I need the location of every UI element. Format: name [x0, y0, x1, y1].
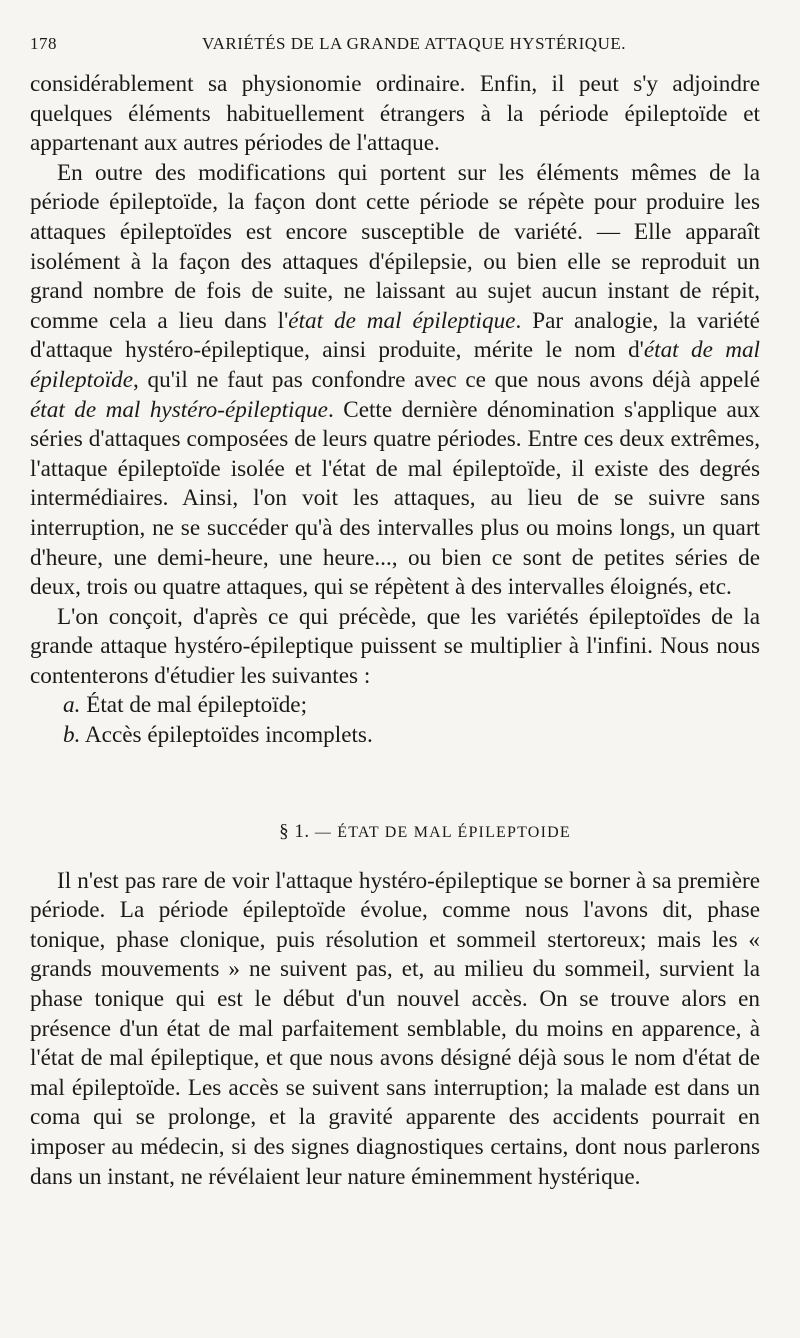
section-number: § 1.: [279, 820, 310, 842]
list-item-b: [30, 721, 760, 751]
list-item-a: [30, 691, 760, 721]
section-heading: [30, 821, 760, 843]
paragraph-2-text-2: . Par analogie, la variété d'attaque hystéro-épileptique, ainsi produite, mérite le nom d': [30, 307, 760, 364]
section-paragraph-1: Il n'est pas rare de voir l'attaque hystéro-épileptique se borner à sa première période. La période épileptoïde évolue, comme nous l'avons dit, phase tonique, phase clonique, puis résolution et sommeil stertoreux; mais les « grands mouvements » ne suivent pas, et, au milieu du sommeil, survient la phase tonique qui est le début d'un nouvel accès. On se trouve alors en présence d'un état de mal parfaitement semblable, du moins en apparence, à l'état de mal épileptique, et que nous avons désigné déjà sous le nom d'état de mal épileptoïde. Les accès se suivent sans interruption; la malade est dans un coma qui se prolonge, et la gravité apparente des accidents pourrait en imposer au médecin, si des signes diagnostiques certains, dont nous parlerons dans un instant, ne révélaient leur nature éminemment hystérique.: [30, 867, 760, 1190]
main-text: [30, 70, 760, 751]
term-etat-de-mal-hystero-epileptique: état de mal hystéro-épileptique: [30, 396, 328, 423]
section-body: [30, 867, 760, 1193]
list-text-a: État de mal épileptoïde;: [86, 692, 308, 719]
paragraph-2-text-3: , qu'il ne faut pas confondre avec ce que nous avons déjà appelé: [133, 366, 760, 393]
list-marker-a: a.: [63, 692, 81, 719]
running-head: [30, 34, 760, 60]
section-title: — ÉTAT DE MAL ÉPILEPTOIDE: [314, 823, 571, 841]
paragraph-2-text-4: . Cette dernière dénomination s'applique aux séries d'attaques composées de leurs quatre périodes. Entre ces deux extrêmes, l'attaque épileptoïde isolée et l'état de mal épileptoïde, il existe des degrés intermédiaires. Ainsi, l'on voit les attaques, au lieu de se suivre sans interruption, ne se succéder qu'à des intervalles plus ou moins longs, un quart d'heure, une demi-heure, une heure..., ou bien ce sont de petites séries de deux, trois ou quatre attaques, qui se répètent à des intervalles éloignés, etc.: [30, 396, 760, 601]
paragraph-2-text-1: En outre des modifications qui portent sur les éléments mêmes de la période épileptoïde, la façon dont cette période se répète pour produire les attaques épileptoïdes est encore susceptible de variété. — Elle apparaît isolément à la façon des attaques d'épilepsie, ou bien elle se reproduit un grand nombre de fois de suite, ne laissant au sujet aucun instant de répit, comme cela a lieu dans l': [30, 159, 760, 334]
term-etat-de-mal-epileptique: état de mal épileptique: [288, 307, 516, 334]
paragraph-2: [30, 159, 760, 603]
list-marker-b: b.: [63, 722, 81, 749]
term-etat-de-mal-epileptoide: état de mal épileptoïde: [30, 337, 760, 393]
list-text-b: Accès épileptoïdes incomplets.: [84, 722, 373, 749]
paragraph-1: considérablement sa physionomie ordinaire. Enfin, il peut s'y adjoindre quelques éléments habituellement étrangers à la période épileptoïde et appartenant aux autres périodes de l'attaque.: [30, 71, 760, 157]
paragraph-3: L'on conçoit, d'après ce qui précède, que les variétés épileptoïdes de la grande attaque hystéro-épileptique puissent se multiplier à l'infini. Nous nous contenterons d'étudier les suivantes :: [30, 603, 760, 689]
page-number: 178: [30, 34, 57, 53]
running-title: VARIÉTÉS DE LA GRANDE ATTAQUE HYSTÉRIQUE.: [202, 34, 626, 53]
